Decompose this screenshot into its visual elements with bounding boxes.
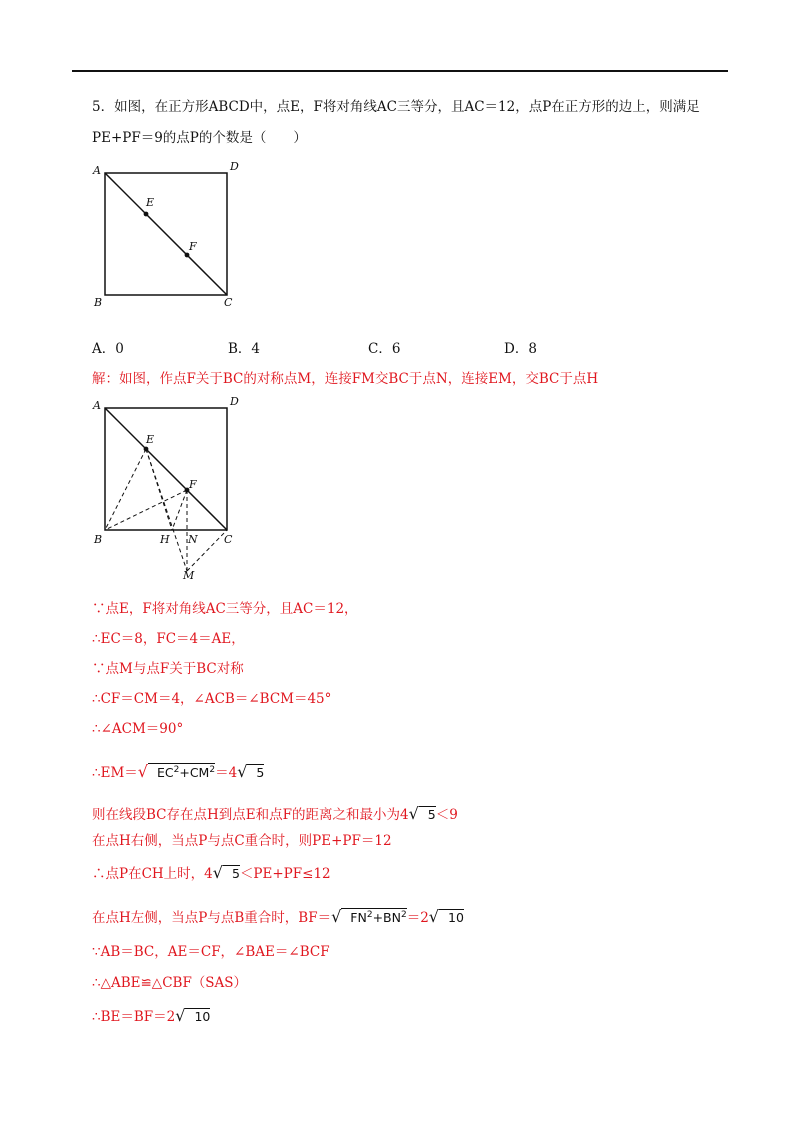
option-c[interactable]: C．6 xyxy=(368,341,401,357)
radical-bf: $FN^2+BN^2$ xyxy=(341,908,406,925)
top-rule xyxy=(72,70,728,72)
label-d-2: D xyxy=(230,395,239,408)
label-f-2: F xyxy=(189,478,197,491)
option-d[interactable]: D．8 xyxy=(504,341,537,357)
figure-square-2 xyxy=(90,393,250,583)
label-h: H xyxy=(160,533,170,546)
figure-square-1 xyxy=(90,158,250,313)
step-5: ∴∠ACM＝90° xyxy=(92,721,184,737)
step-3: ∵点M与点F关于BC对称 xyxy=(92,661,244,677)
step-11: ∵AB＝BC，AE＝CF，∠BAE＝∠BCF xyxy=(92,944,330,960)
label-b: B xyxy=(94,296,103,309)
question-line-2: PE+PF＝9的点P的个数是（ ） xyxy=(92,130,307,146)
step-4: ∴CF＝CM＝4，∠ACB＝∠BCM＝45° xyxy=(92,691,332,707)
solution-intro: 解：如图，作点F关于BC的对称点M，连接FM交BC于点N，连接EM，交BC于点H xyxy=(92,371,599,387)
label-a: A xyxy=(93,164,101,177)
option-a[interactable]: A．0 xyxy=(92,341,124,357)
step-10: 在点H左侧，当点P与点B重合时，BF＝√ $FN^2+BN^2=2√$ 10 xyxy=(92,907,464,927)
step-6: ∴EM＝√ $EC^2+CM^2=4√$ 5 xyxy=(92,762,265,782)
label-a-2: A xyxy=(93,399,101,412)
step-13: ∴BE＝BF＝2√ 10 xyxy=(92,1006,211,1025)
step-1: ∵点E，F将对角线AC三等分，且AC＝12， xyxy=(92,601,358,617)
label-c-2: C xyxy=(224,533,233,546)
label-d: D xyxy=(230,160,239,173)
step-9: ∴点P在CH上时，4√ 5＜PE+PF≤12 xyxy=(92,863,331,882)
option-b[interactable]: B．4 xyxy=(228,341,261,357)
label-m: M xyxy=(183,569,195,582)
question-line-1: 5．如图，在正方形ABCD中，点E，F将对角线AC三等分，且AC＝12，点P在正方形的边上，则满足 xyxy=(92,99,700,115)
label-f: F xyxy=(189,240,197,253)
step-8: 在点H右侧，当点P与点C重合时，则PE+PF＝12 xyxy=(92,833,392,849)
step-6-text: ∴EM＝ xyxy=(92,765,138,782)
label-c: C xyxy=(224,296,233,309)
label-n: N xyxy=(188,533,198,546)
label-b-2: B xyxy=(94,533,103,546)
step-12: ∴△ABE≌△CBF（SAS） xyxy=(92,975,248,991)
radical-em: $EC^2+CM^2$ xyxy=(148,763,215,780)
label-e-2: E xyxy=(146,433,155,446)
label-e: E xyxy=(146,196,155,209)
step-7: 则在线段BC存在点H到点E和点F的距离之和最小为4√ 5＜9 xyxy=(92,804,458,823)
step-2: ∴EC＝8，FC＝4＝AE， xyxy=(92,631,245,647)
